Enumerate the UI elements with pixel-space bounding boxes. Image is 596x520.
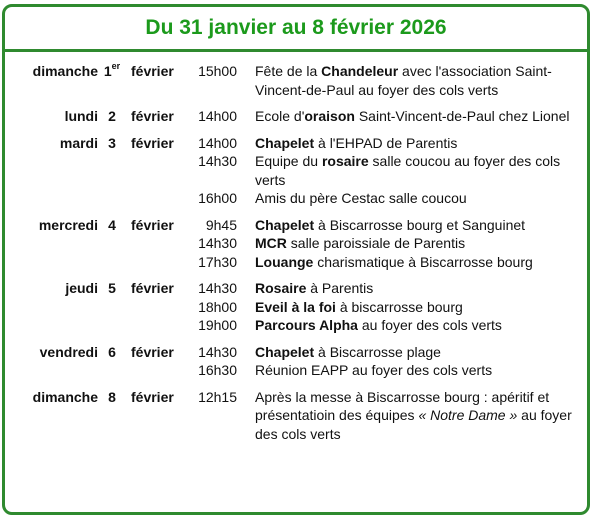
event-text: à l'EHPAD de Parentis	[314, 134, 458, 151]
event-text: à Biscarrosse plage	[314, 343, 441, 360]
schedule-entry	[0, 253, 582, 272]
day-name: vendredi	[39, 343, 98, 360]
schedule-entry	[0, 298, 582, 317]
event-keyword: Rosaire	[255, 280, 307, 296]
event-description	[255, 343, 573, 362]
event-time: 19h00	[198, 317, 237, 333]
schedule-entry	[0, 361, 582, 380]
schedule-entry	[0, 107, 582, 126]
event-keyword: MCR	[255, 235, 287, 251]
event-text: Réunion EAPP au foyer des cols verts	[255, 362, 493, 378]
event-keyword: Chandeleur	[321, 63, 399, 79]
event-text: à Parentis	[306, 280, 374, 296]
day-group	[0, 388, 582, 444]
event-text: salle coucou au foyer des cols verts	[255, 153, 561, 188]
event-text: au foyer des cols verts	[255, 407, 572, 442]
event-text: Fête de la	[255, 63, 322, 79]
event-description	[255, 316, 573, 335]
day-group	[0, 62, 582, 99]
event-time: 14h30	[198, 343, 237, 360]
month-name: février	[131, 280, 174, 296]
event-description	[255, 62, 573, 99]
month-name: février	[131, 343, 174, 360]
day-number: 2	[108, 108, 116, 124]
page-title: Du 31 janvier au 8 février 2026	[145, 16, 447, 39]
day-number: 1er	[103, 61, 121, 79]
day-name: jeudi	[65, 280, 98, 296]
day-group	[0, 279, 582, 335]
event-description	[255, 253, 573, 272]
event-text: Après la messe à Biscarrosse bourg : apéritif et présentatioin des équipes	[255, 388, 550, 423]
event-text: à biscarrosse bourg	[335, 298, 463, 315]
event-description	[255, 279, 573, 298]
day-name: mercredi	[38, 216, 98, 233]
day-number: 8	[108, 388, 116, 405]
event-text: Amis du père Cestac salle coucou	[255, 190, 467, 206]
event-description	[255, 298, 573, 317]
month-name: février	[131, 388, 174, 405]
event-keyword: Chapelet	[255, 134, 315, 151]
day-group	[0, 216, 582, 272]
schedule-list	[0, 62, 582, 451]
event-text: Equipe du	[255, 153, 322, 169]
event-keyword: Chapelet	[255, 216, 315, 233]
day-name: dimanche	[32, 63, 98, 79]
event-time: 18h00	[198, 298, 237, 315]
event-text: Saint-Vincent-de-Paul chez Lionel	[354, 108, 570, 124]
event-time: 17h30	[198, 253, 237, 270]
day-number: 3	[108, 134, 116, 151]
event-text: au foyer des cols verts	[357, 317, 502, 333]
event-description	[255, 152, 573, 189]
day-number-suffix: er	[111, 61, 121, 72]
schedule-entry	[0, 279, 582, 298]
event-text: à Biscarrosse bourg et Sanguinet	[314, 216, 526, 233]
day-group	[0, 343, 582, 380]
day-group	[0, 107, 582, 126]
day-name: lundi	[64, 108, 98, 124]
day-number: 5	[108, 280, 116, 296]
event-time: 9h45	[205, 216, 237, 233]
event-time: 15h00	[198, 63, 237, 79]
schedule-entry	[0, 388, 582, 444]
day-group	[0, 134, 582, 208]
schedule-entry	[0, 234, 582, 253]
event-description	[255, 361, 573, 380]
event-description	[255, 216, 573, 235]
event-keyword: oraison	[304, 108, 355, 124]
day-number: 4	[108, 216, 116, 233]
event-text: « Notre Dame »	[418, 407, 518, 423]
event-keyword: Eveil à la foi	[255, 298, 336, 315]
event-text: Ecole d'	[255, 108, 305, 124]
month-name: février	[131, 63, 174, 79]
event-time: 12h15	[198, 388, 237, 405]
event-description	[255, 388, 573, 444]
event-description	[255, 189, 573, 208]
event-keyword: Parcours Alpha	[255, 317, 358, 333]
month-name: février	[131, 134, 174, 151]
schedule-entry	[0, 134, 582, 153]
schedule-entry	[0, 189, 582, 208]
schedule-entry	[0, 152, 582, 189]
event-description	[255, 234, 573, 253]
month-name: février	[131, 216, 174, 233]
event-keyword: Louange	[255, 253, 314, 270]
month-name: février	[131, 108, 174, 124]
day-number: 6	[108, 343, 116, 360]
event-time: 14h30	[198, 280, 237, 296]
day-name: mardi	[59, 134, 98, 151]
schedule-entry	[0, 62, 582, 99]
event-time: 16h30	[198, 362, 237, 378]
event-time: 14h00	[198, 108, 237, 124]
day-name: dimanche	[32, 388, 98, 405]
header	[5, 7, 587, 52]
schedule-entry	[0, 316, 582, 335]
event-text: charismatique à Biscarrosse bourg	[313, 253, 533, 270]
event-text: salle paroissiale de Parentis	[286, 235, 466, 251]
event-time: 16h00	[198, 190, 237, 206]
event-description	[255, 134, 573, 153]
event-time: 14h00	[198, 134, 237, 151]
event-time: 14h30	[198, 235, 237, 251]
event-text: avec l'association Saint-Vincent-de-Paul au foyer des cols verts	[255, 63, 552, 98]
event-description	[255, 107, 573, 126]
event-keyword: Chapelet	[255, 343, 315, 360]
schedule-entry	[0, 216, 582, 235]
event-keyword: rosaire	[321, 153, 369, 169]
event-time: 14h30	[198, 153, 237, 169]
schedule-entry	[0, 343, 582, 362]
